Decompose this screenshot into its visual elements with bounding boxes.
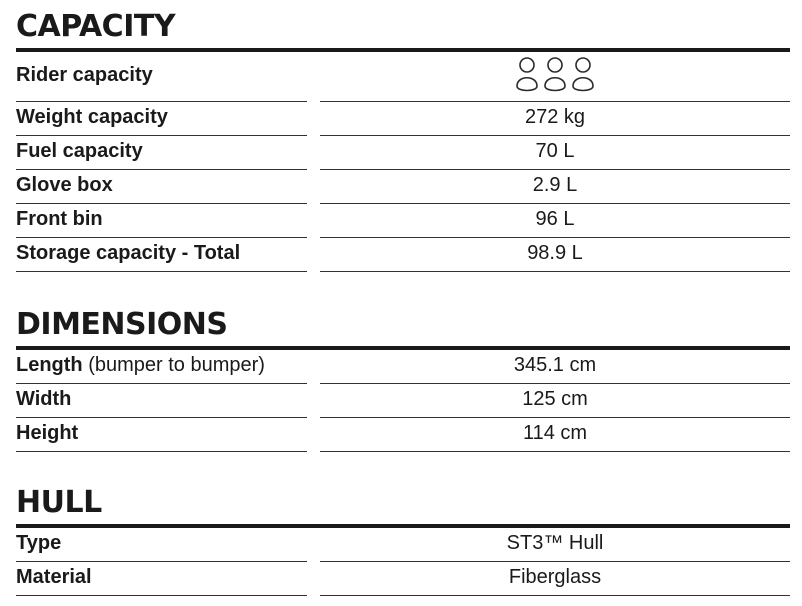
person-seat-icon: [514, 56, 596, 96]
spec-label: Height: [16, 422, 79, 444]
dimensions-heading: DIMENSIONS: [16, 307, 228, 342]
spec-value: 125 cm: [522, 388, 588, 410]
hull-heading: HULL: [16, 485, 102, 520]
spec-label: Storage capacity - Total: [16, 242, 241, 264]
spec-row-width: [16, 384, 790, 418]
spec-row-glove-box: [16, 170, 790, 204]
capacity-section: [16, 9, 790, 272]
hull-section: [16, 485, 790, 596]
spec-value: 96 L: [535, 208, 575, 230]
capacity-heading: CAPACITY: [16, 9, 176, 44]
spec-value: 70 L: [535, 140, 575, 162]
row-divider: [320, 451, 790, 453]
spec-label-text: Length: [16, 354, 83, 376]
spec-label: Material: [16, 566, 92, 588]
spec-row-length: [16, 350, 790, 384]
row-divider: [320, 595, 790, 597]
spec-value: 345.1 cm: [513, 354, 597, 376]
spec-value: 98.9 L: [527, 242, 583, 264]
spec-label: [16, 350, 265, 381]
spec-row-fuel-capacity: [16, 136, 790, 170]
spec-label: Front bin: [16, 208, 103, 230]
dimensions-section: [16, 307, 790, 452]
spec-label: Width: [16, 388, 72, 410]
spec-row-height: [16, 418, 790, 452]
spec-label: Weight capacity: [16, 106, 168, 128]
spec-label: Rider capacity: [16, 64, 153, 86]
spec-value: 272 kg: [524, 106, 586, 128]
spec-row-type: [16, 528, 790, 562]
spec-row-front-bin: [16, 204, 790, 238]
row-divider: [320, 271, 790, 273]
spec-value: ST3™ Hull: [506, 532, 604, 554]
spec-row-weight-capacity: [16, 102, 790, 136]
spec-label-qualifier: (bumper to bumper): [88, 354, 265, 376]
rider-capacity-value: [320, 52, 790, 99]
spec-label: Fuel capacity: [16, 140, 143, 162]
row-divider: [16, 595, 307, 597]
spec-row-material: [16, 562, 790, 596]
spec-label: Type: [16, 532, 62, 554]
row-divider: [16, 271, 307, 273]
spec-label: Glove box: [16, 174, 113, 196]
spec-row-storage-total: [16, 238, 790, 272]
spec-row-rider-capacity: [16, 52, 790, 102]
spec-value: 2.9 L: [532, 174, 578, 196]
spec-value: Fiberglass: [508, 566, 602, 588]
row-divider: [16, 451, 307, 453]
spec-value: 114 cm: [522, 422, 588, 444]
